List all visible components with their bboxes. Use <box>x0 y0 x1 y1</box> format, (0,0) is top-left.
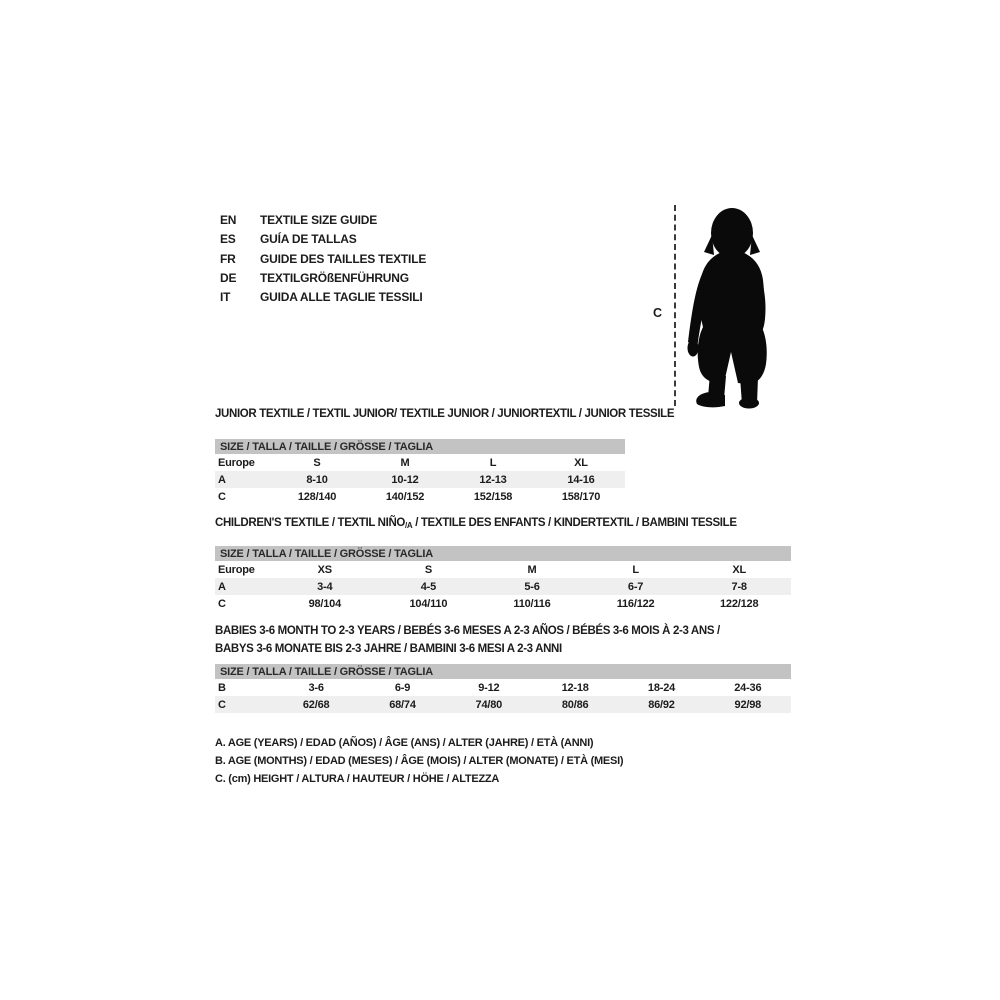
size-cell: 68/74 <box>359 696 445 713</box>
language-label: TEXTILGRÖßENFÜHRUNG <box>260 270 409 285</box>
row-label: B <box>218 681 226 694</box>
size-cell: XL <box>732 563 747 576</box>
size-cell: 98/104 <box>308 597 342 610</box>
size-cell: 104/110 <box>409 597 448 610</box>
size-cell: 14-16 <box>537 471 625 488</box>
size-cell: M <box>527 563 537 576</box>
language-code: EN <box>220 213 237 227</box>
size-cell: L <box>489 456 497 469</box>
row-label: C <box>218 490 226 503</box>
childrens-title-sub: /A <box>405 521 413 530</box>
footnote-age-months: B. AGE (MONTHS) / EDAD (MESES) / ÂGE (MOIS) / ALTER (MONATE) / ETÀ (MESI) <box>215 755 624 767</box>
row-label: C <box>215 696 273 713</box>
table-row <box>215 578 791 595</box>
language-row <box>220 250 426 269</box>
size-cell: 74/80 <box>446 696 532 713</box>
size-cell: 7-8 <box>687 578 791 595</box>
language-label: GUÍA DE TALLAS <box>260 232 357 247</box>
size-cell: 5-6 <box>480 578 584 595</box>
language-row <box>220 211 426 230</box>
language-label: TEXTILE SIZE GUIDE <box>260 213 378 227</box>
size-cell: 152/158 <box>473 490 513 503</box>
size-band-label: SIZE / TALLA / TAILLE / GRÖSSE / TAGLIA <box>215 664 791 679</box>
size-cell: L <box>632 563 639 576</box>
size-band-row <box>215 664 791 679</box>
size-cell: 128/140 <box>297 490 337 503</box>
size-cell: S <box>313 456 321 469</box>
table-row <box>215 595 791 612</box>
size-cell: 110/116 <box>513 597 551 610</box>
row-label: A <box>215 471 273 488</box>
height-measure-label: C <box>653 306 663 320</box>
toddler-silhouette-icon <box>684 206 776 409</box>
footnote-height-cm: C. (cm) HEIGHT / ALTURA / HAUTEUR / HÖHE / ALTEZZA <box>215 773 500 785</box>
size-cell: 24-36 <box>734 681 762 694</box>
size-cell: 8-10 <box>273 471 361 488</box>
language-label: GUIDE DES TAILLES TEXTILE <box>260 251 427 266</box>
size-band-row <box>215 439 625 454</box>
size-cell: 12-18 <box>561 681 589 694</box>
language-row <box>220 230 426 249</box>
babies-textile-title <box>215 622 720 658</box>
table-row <box>215 454 625 471</box>
size-cell: 4-5 <box>377 578 481 595</box>
size-cell: 140/152 <box>385 490 425 503</box>
size-band-label: SIZE / TALLA / TAILLE / GRÖSSE / TAGLIA <box>215 439 625 454</box>
footnote-age-years: A. AGE (YEARS) / EDAD (AÑOS) / ÂGE (ANS) / ALTER (JAHRE) / ETÀ (ANNI) <box>215 737 594 749</box>
language-label: GUIDA ALLE TAGLIE TESSILI <box>260 290 423 305</box>
size-cell: 116/122 <box>616 597 655 610</box>
size-cell: XS <box>317 563 332 576</box>
size-cell: 92/98 <box>705 696 791 713</box>
size-cell: 18-24 <box>647 681 676 694</box>
babies-title-line2: BABYS 3-6 MONATE BIS 2-3 JAHRE / BAMBINI 3-6 MESI A 2-3 ANNI <box>215 643 562 655</box>
row-label: Europe <box>218 456 255 469</box>
size-cell: M <box>400 456 410 469</box>
size-cell: 6-7 <box>584 578 688 595</box>
size-band-label: SIZE / TALLA / TAILLE / GRÖSSE / TAGLIA <box>215 546 791 561</box>
junior-textile-table <box>215 439 625 505</box>
size-cell: XL <box>574 456 588 469</box>
childrens-title-post: / TEXTILE DES ENFANTS / KINDERTEXTIL / BAMBINI TESSILE <box>412 517 737 529</box>
table-row <box>215 696 791 713</box>
table-row <box>215 679 791 696</box>
size-cell: 6-9 <box>394 681 411 694</box>
footnote-legend <box>215 734 623 788</box>
size-cell: 3-6 <box>308 681 324 694</box>
language-row <box>220 269 426 288</box>
language-code: ES <box>220 232 236 247</box>
language-list <box>220 211 426 307</box>
childrens-textile-title <box>215 514 737 535</box>
language-code: DE <box>220 270 237 285</box>
table-row <box>215 471 625 488</box>
size-cell: S <box>424 563 432 576</box>
size-cell: 62/68 <box>273 696 359 713</box>
language-row <box>220 288 426 307</box>
size-cell: 158/170 <box>561 490 601 503</box>
size-cell: 10-12 <box>361 471 449 488</box>
size-band-row <box>215 546 791 561</box>
size-cell: 86/92 <box>618 696 704 713</box>
row-label: Europe <box>218 563 255 576</box>
height-measure-dashed-line <box>674 205 676 406</box>
babies-textile-table <box>215 664 791 713</box>
size-cell: 12-13 <box>449 471 537 488</box>
childrens-textile-table <box>215 546 791 612</box>
row-label: A <box>215 578 273 595</box>
row-label: C <box>218 597 226 610</box>
table-row <box>215 561 791 578</box>
size-cell: 80/86 <box>532 696 618 713</box>
table-row <box>215 488 625 505</box>
language-code: FR <box>220 251 236 266</box>
junior-textile-title: JUNIOR TEXTILE / TEXTIL JUNIOR/ TEXTILE JUNIOR / JUNIORTEXTIL / JUNIOR TESSILE <box>215 408 675 420</box>
size-cell: 122/128 <box>720 597 759 610</box>
childrens-title-pre: CHILDREN'S TEXTILE / TEXTIL NIÑO <box>215 517 406 529</box>
language-code: IT <box>220 290 231 305</box>
size-cell: 9-12 <box>478 681 500 694</box>
size-cell: 3-4 <box>273 578 377 595</box>
babies-title-line1: BABIES 3-6 MONTH TO 2-3 YEARS / BEBÉS 3-6 MESES A 2-3 AÑOS / BÉBÉS 3-6 MOIS À 2-3 ANS / <box>215 625 720 637</box>
